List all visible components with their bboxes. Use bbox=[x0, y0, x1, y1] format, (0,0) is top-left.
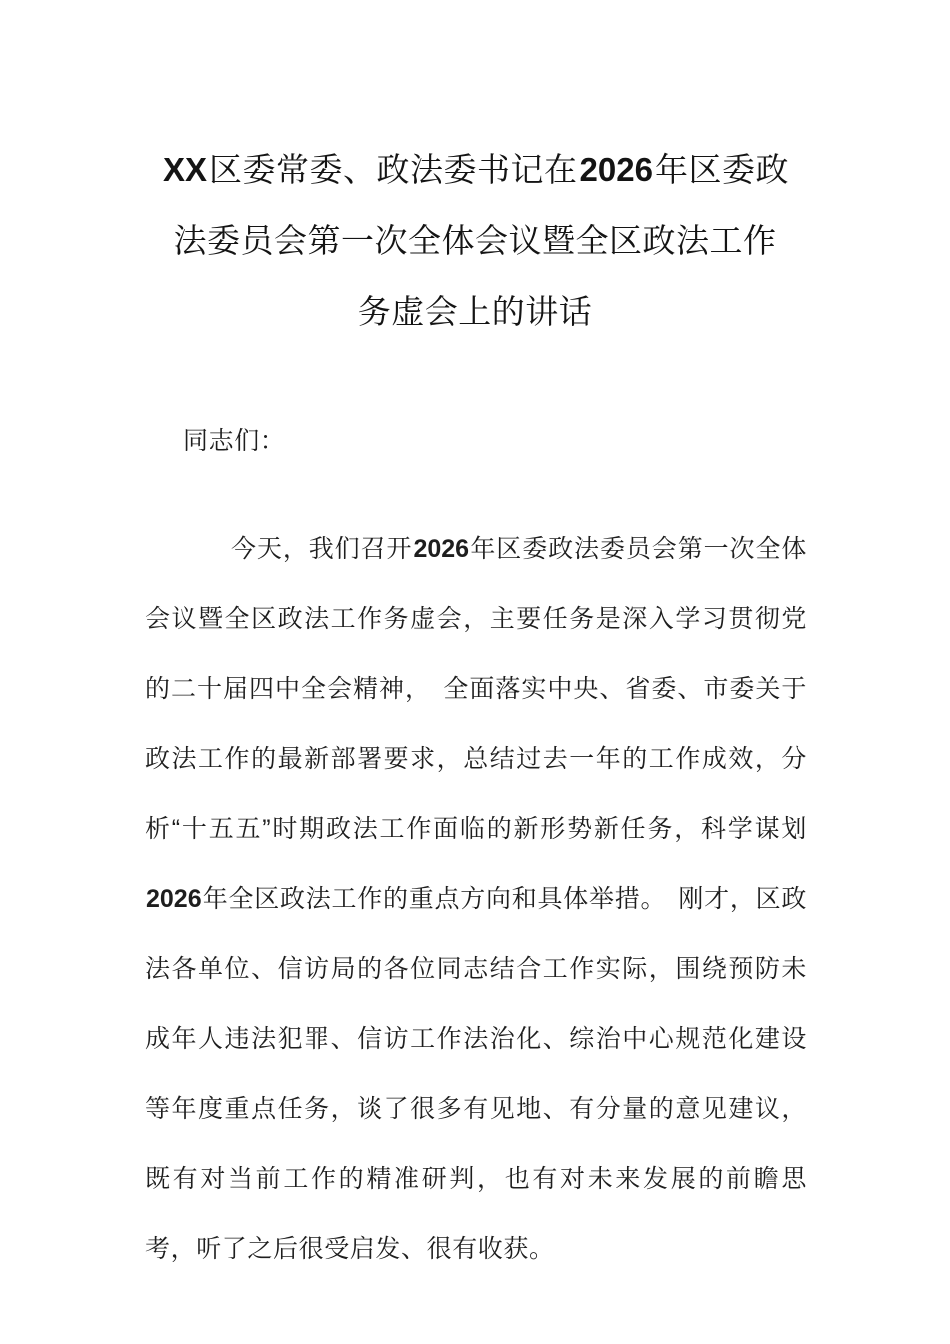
title-line-1: XX区委常委、政法委书记在2026年区委政 bbox=[163, 151, 789, 189]
title-district-code: XX bbox=[163, 151, 208, 189]
paragraph-opening: 今天，我们召开2026年区委政法委员会第一次全体会议暨全区政法工作务虚会，主要任务是深入学习贯彻党的二十届四中全会精神， 全面落实中央、省委、市委关于政法工作的最新部署要求，总结过去一年的工作成效，分析“十五五”时期政法工作面临的新形势新任务，科学谋划2026年全区政法工作的重点方向和具体举措。 刚才，区政法各单位、信访局的各位同志结合工作实际，围绕预防未成年人违法犯罪、信访工作法治化、综治中心规范化建设等年度重点任务，谈了很多有见地、有分量的意见建议，既有对当前工作的精准研判，也有对未来发展的前瞻思考，听了之后很受启发、很有收获。 bbox=[145, 535, 807, 1263]
title-line-3: 务虚会上的讲话 bbox=[357, 293, 593, 331]
title-year: 2026 bbox=[579, 151, 653, 189]
page-title bbox=[142, 134, 808, 347]
document-body bbox=[145, 406, 807, 1284]
title-line-2: 法委员会第一次全体会议暨全区政法工作 bbox=[173, 222, 777, 260]
year-number: 2026 bbox=[146, 885, 202, 913]
salutation: 同志们： bbox=[183, 427, 286, 455]
year-number: 2026 bbox=[413, 535, 470, 563]
